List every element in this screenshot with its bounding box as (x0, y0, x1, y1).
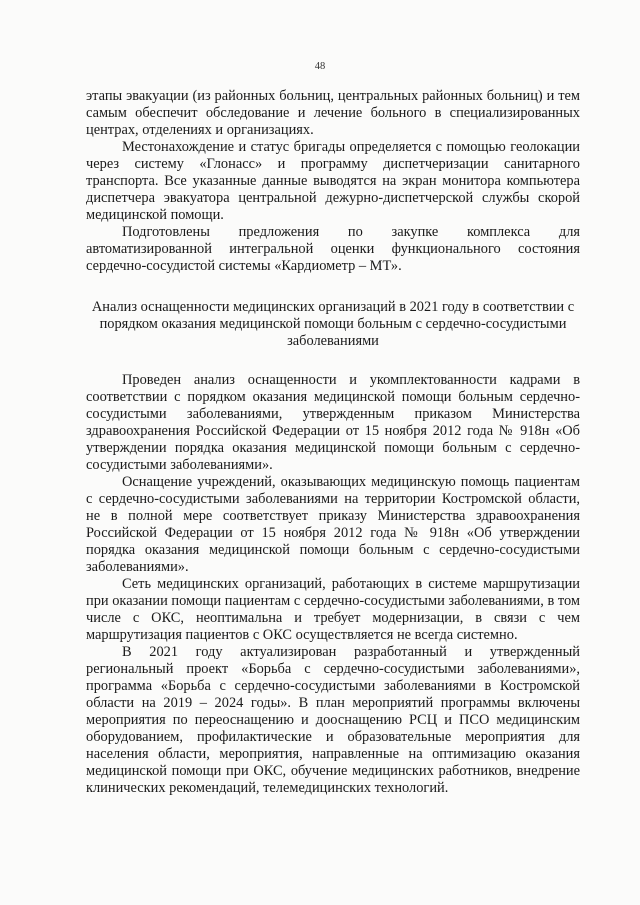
page-content (86, 88, 580, 797)
paragraph-routing: Сеть медицинских организаций, работающих в системе маршрутизации при оказании помощи пациентам с сердечно-сосудистыми заболеваниями, в том числе с ОКС, неоптимальна и требует модернизации, в связи с чем маршрутизация пациентов с ОКС осуществляется не всегда системно. (86, 576, 580, 643)
paragraph-cardiometer: Подготовлены предложения по закупке комплекса для автоматизированной интегральной оценки функционального состояния сердечно-сосудистой системы «Кардиометр – МТ». (86, 224, 580, 274)
page-number: 48 (314, 61, 326, 72)
paragraph-evacuation: этапы эвакуации (из районных больниц, центральных районных больниц) и тем самым обеспечит обследование и лечение больного в специализированных центрах, отделениях и организациях. (86, 88, 580, 138)
paragraph-brigade-location: Местонахождение и статус бригады определяется с помощью геолокации через систему «Глонасс» и программу диспетчеризации санитарного транспорта. Все указанные данные выводятся на экран монитора компьютера диспетчера эвакуатора центральной дежурно-диспетчерской службы скорой медицинской помощи. (86, 139, 580, 223)
section-heading: Анализ оснащенности медицинских организаций в 2021 году в соответствии с порядком оказания медицинской помощи больным с сердечно-сосудистыми заболеваниями (91, 299, 575, 349)
paragraph-analysis: Проведен анализ оснащенности и укомплектованности кадрами в соответствии с порядком оказания медицинской помощи больным сердечно-сосудистыми заболеваниями, утвержденным приказом Министерства здравоохранения Российской Федерации от 15 ноября 2012 года № 918н «Об утверждении порядка оказания медицинской помощи больным с сердечно-сосудистыми заболеваниями». (86, 372, 580, 473)
paragraph-regional-project: В 2021 году актуализирован разработанный и утвержденный региональный проект «Борьба с сердечно-сосудистыми заболеваниями», программа «Борьба с сердечно-сосудистыми заболеваниями в Костромской области на 2019 – 2024 годы». В план мероприятий программы включены мероприятия по переоснащению и дооснащению РСЦ и ПСО медицинским оборудованием, профилактические и образовательные мероприятия для населения области, мероприятия, направленные на оптимизацию оказания медицинской помощи при ОКС, обучение медицинских работников, внедрение клинических рекомендаций, телемедицинских технологий. (86, 644, 580, 796)
paragraph-equipment: Оснащение учреждений, оказывающих медицинскую помощь пациентам с сердечно-сосудистыми заболеваниями на территории Костромской области, не в полной мере соответствует приказу Министерства здравоохранения Российской Федерации от 15 ноября 2012 года № 918н «Об утверждении порядка оказания медицинской помощи больным с сердечно-сосудистыми заболеваниями». (86, 474, 580, 575)
